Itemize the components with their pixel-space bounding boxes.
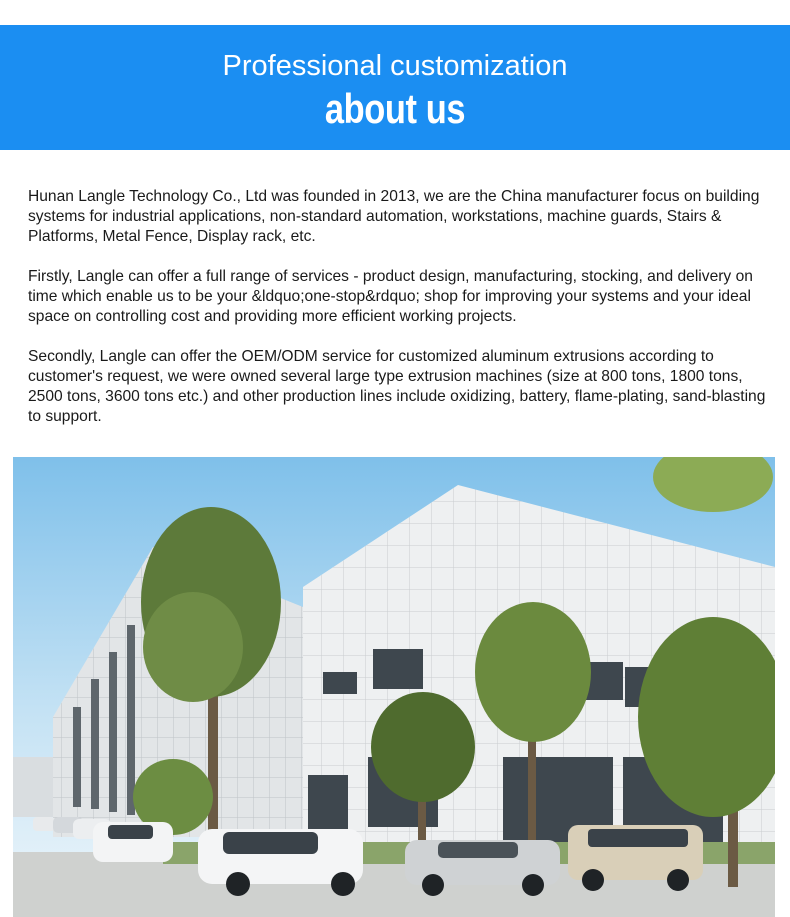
banner-title: about us xyxy=(324,85,466,132)
about-text xyxy=(28,187,773,447)
factory-building-photo xyxy=(13,457,775,917)
paragraph-services: Firstly, Langle can offer a full range of services - product design, manufacturing, stocking, and delivery on time which enable us to be your &ldquo;one-stop&rdquo; shop for improving your systems and your ideal space on controlling cost and providing more efficient working projects. xyxy=(28,268,753,325)
header-banner xyxy=(0,25,790,150)
banner-subtitle: Professional customization xyxy=(222,50,568,82)
paragraph-oem: Secondly, Langle can offer the OEM/ODM service for customized aluminum extrusions according to customer's request, we were owned several large type extrusion machines (size at 800 tons, 1800 tons, 2500 tons, 3600 tons etc.) and other production lines include oxidizing, battery, flame-plating, sand-blasting to support. xyxy=(28,348,766,425)
paragraph-intro: Hunan Langle Technology Co., Ltd was founded in 2013, we are the China manufacturer focus on building systems for industrial applications, non-standard automation, workstations, machine guards, Stairs & Platforms, Metal Fence, Display rack, etc. xyxy=(28,188,760,245)
